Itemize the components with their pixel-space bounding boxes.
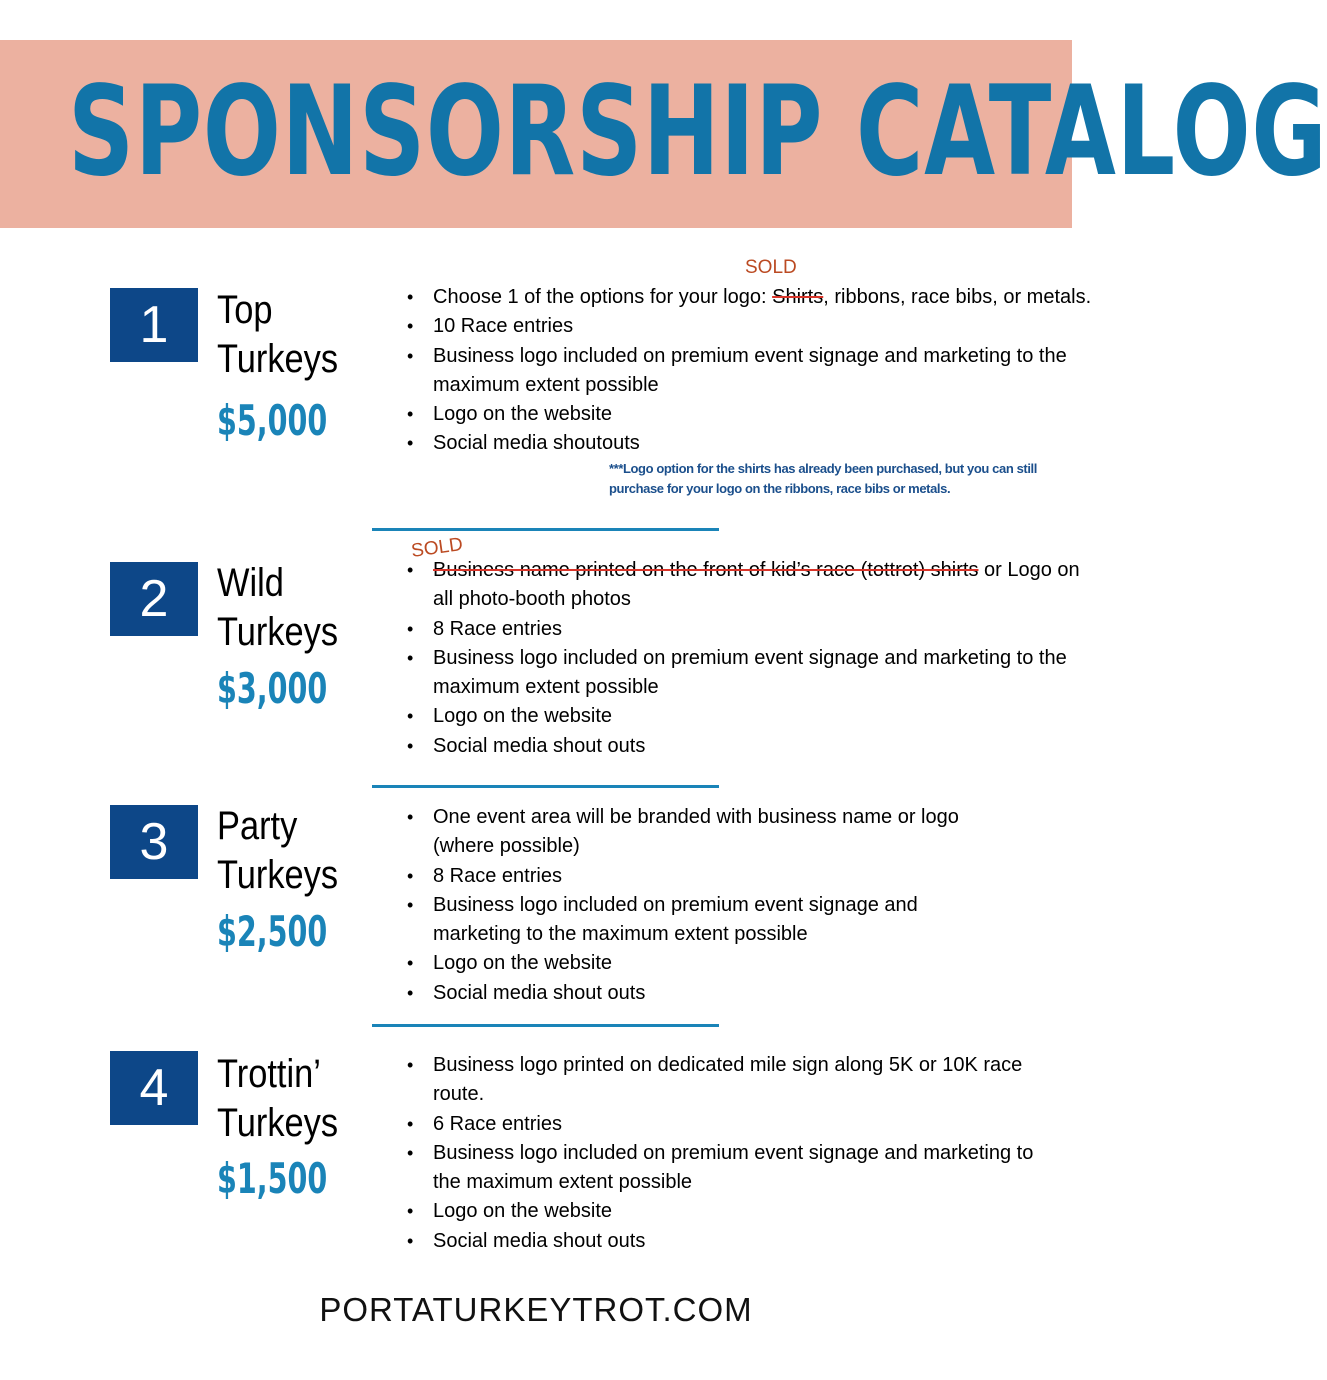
tier-name <box>217 559 389 657</box>
tier-number-badge: 4 <box>110 1051 198 1125</box>
benefit-list <box>407 283 1091 459</box>
tier-number-badge: 2 <box>110 562 198 636</box>
benefit-item: • Business logo included on premium event signage and marketing to the maximum extent possible <box>407 1139 1033 1198</box>
section-divider <box>372 785 719 788</box>
benefit-item: • One event area will be branded with business name or logo (where possible) <box>407 803 959 862</box>
benefit-item: • Business logo printed on dedicated mile sign along 5K or 10K race route. <box>407 1051 1033 1110</box>
benefit-list <box>407 1051 1033 1256</box>
benefit-item: • Business logo included on premium event signage and marketing to the maximum extent possible <box>407 891 959 950</box>
tier-name-line: Top <box>217 288 273 332</box>
page-title: SPONSORSHIP CATALOG <box>68 60 1327 204</box>
tier-price: $1,500 <box>217 1154 328 1203</box>
tier-price: $2,500 <box>217 907 328 956</box>
tier-name-line: Turkeys <box>217 610 339 654</box>
struck-option: Shirts <box>772 286 824 308</box>
benefit-list <box>407 803 959 1008</box>
tier-name-line: Turkeys <box>217 337 339 381</box>
tier-price: $5,000 <box>217 396 328 445</box>
tier-number-badge: 1 <box>110 288 198 362</box>
section-divider <box>372 528 719 531</box>
benefit-item: • Social media shout outs <box>407 1227 1033 1256</box>
benefit-item: • 8 Race entries <box>407 615 1080 644</box>
tier-name-line: Party <box>217 804 298 848</box>
benefit-item: • 6 Race entries <box>407 1110 1033 1139</box>
availability-note: ***Logo option for the shirts has already been purchased, but you can still purchase for your logo on the ribbons, race bibs or metals. <box>609 461 1037 496</box>
benefit-item: • 10 Race entries <box>407 312 1091 341</box>
benefit-item: • Choose 1 of the options for your logo: Shirts, ribbons, race bibs, or metals. <box>407 283 1091 312</box>
benefit-item: • Social media shoutouts <box>407 429 1091 458</box>
benefit-item: • Logo on the website <box>407 702 1080 731</box>
benefit-item: • Business logo included on premium event signage and marketing to the maximum extent possible <box>407 644 1080 703</box>
section-divider <box>372 1024 719 1027</box>
tier-name <box>217 1050 389 1148</box>
tier-number-badge: 3 <box>110 805 198 879</box>
benefit-item: • Business logo included on premium event signage and marketing to the maximum extent possible <box>407 342 1091 401</box>
benefit-item: • Logo on the website <box>407 1197 1033 1226</box>
benefit-item: • 8 Race entries <box>407 862 959 891</box>
benefit-item: • Social media shout outs <box>407 979 959 1008</box>
benefit-list <box>407 556 1080 761</box>
tier-price: $3,000 <box>217 664 328 713</box>
benefit-item: • Logo on the website <box>407 400 1091 429</box>
tier-name-line: Trottin’ <box>217 1052 321 1096</box>
tier-name <box>217 802 389 900</box>
sold-label: SOLD <box>745 257 797 278</box>
tier-name <box>217 286 389 384</box>
tier-name-line: Wild <box>217 561 284 605</box>
benefit-item: • Business name printed on the front of kid’s race (tottrot) shirts or Logo on all photo-booth photos <box>407 556 1080 615</box>
tier-name-line: Turkeys <box>217 1101 339 1145</box>
tier-name-line: Turkeys <box>217 853 339 897</box>
sold-label: SOLD <box>409 534 465 563</box>
benefit-item: • Logo on the website <box>407 949 959 978</box>
website-link[interactable]: PORTATURKEYTROT.COM <box>319 1291 753 1328</box>
struck-option: Business name printed on the front of kid’s race (tottrot) shirts <box>433 559 979 581</box>
benefit-item: • Social media shout outs <box>407 732 1080 761</box>
